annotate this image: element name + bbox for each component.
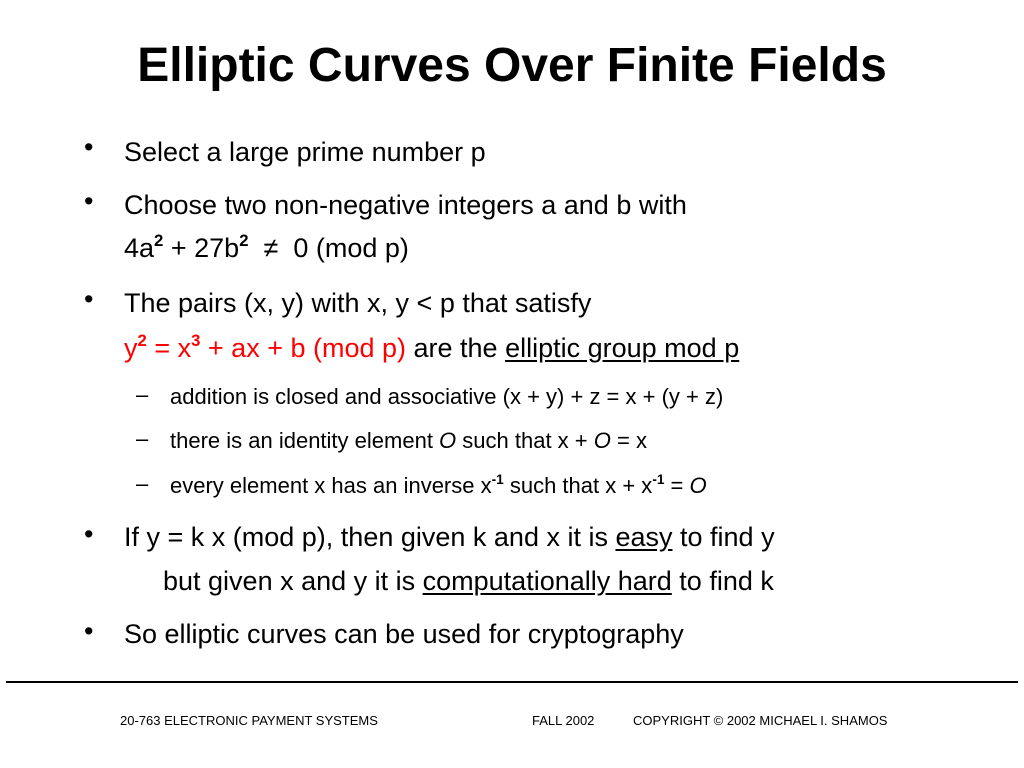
bullet-5-marker: • [84, 616, 94, 646]
condition-rhs: 0 (mod p) [293, 233, 409, 263]
footer-divider [6, 681, 1018, 683]
bullet-3-line1: The pairs (x, y) with x, y < p that satisfy [124, 288, 592, 318]
not-equal-symbol: ≠ [263, 233, 279, 263]
bullet-4-line1 [124, 519, 775, 555]
sub-1-marker: – [136, 382, 149, 407]
identity-symbol: O [439, 428, 457, 453]
inverse-exp-1: -1 [491, 472, 504, 488]
eq-x: = x [146, 333, 192, 363]
slide-title: Elliptic Curves Over Finite Fields [137, 39, 887, 92]
sub-2-post: = x [610, 428, 647, 453]
bullet-2-condition [124, 230, 409, 266]
bullet-3-mid: are the [406, 333, 506, 363]
elliptic-group-term: elliptic group mod p [505, 333, 740, 363]
bullet-4-line2 [163, 563, 774, 599]
footer-course: 20-763 ELECTRONIC PAYMENT SYSTEMS [120, 713, 378, 728]
sub-2-pre: there is an identity element [170, 428, 440, 453]
bullet-4-l2-post: to find k [671, 566, 774, 596]
footer-copyright: COPYRIGHT © 2002 MICHAEL I. SHAMOS [633, 713, 888, 728]
eq-exp-x: 3 [191, 331, 201, 351]
sub-2-text [170, 426, 647, 456]
sub-2-mid: such that x + [456, 428, 594, 453]
inverse-exp-2: -1 [652, 472, 665, 488]
sub-3-marker: – [136, 471, 149, 496]
sub-3-mid: such that x + x [503, 473, 653, 498]
sub-3-pre: every element x has an inverse x [170, 473, 492, 498]
bullet-3-marker: • [84, 284, 94, 314]
bullet-4-marker: • [84, 519, 94, 549]
identity-symbol-2: O [593, 428, 611, 453]
eq-exp-y: 2 [137, 331, 147, 351]
identity-symbol-3: O [689, 473, 707, 498]
footer-term: FALL 2002 [532, 713, 595, 728]
condition-term-a: 4a [124, 233, 155, 263]
sub-1-text: addition is closed and associative (x + y) + z = x + (y + z) [170, 384, 724, 409]
sub-3-eq: = [664, 473, 690, 498]
condition-exp-a: 2 [154, 231, 164, 251]
bullet-1-text: Select a large prime number p [124, 137, 486, 167]
bullet-2-line1: Choose two non-negative integers a and b with [124, 190, 687, 220]
eq-y: y [124, 333, 138, 363]
condition-exp-b: 2 [239, 231, 249, 251]
bullet-3-equation-line [124, 330, 739, 366]
easy-term: easy [615, 522, 673, 552]
condition-term-b: + 27b [163, 233, 240, 263]
curve-equation [124, 333, 406, 363]
bullet-2-marker: • [84, 186, 94, 216]
bullet-4-l2-pre: but given x and y it is [163, 566, 423, 596]
bullet-1-marker: • [84, 132, 94, 162]
sub-2-marker: – [136, 426, 149, 451]
sub-3-text [170, 471, 707, 501]
eq-rest: + ax + b (mod p) [200, 333, 407, 363]
bullet-4-pre: If y = k x (mod p), then given k and x it is [124, 522, 616, 552]
bullet-5-text: So elliptic curves can be used for cryptography [124, 619, 684, 649]
bullet-4-post: to find y [672, 522, 775, 552]
hard-term: computationally hard [422, 566, 672, 596]
